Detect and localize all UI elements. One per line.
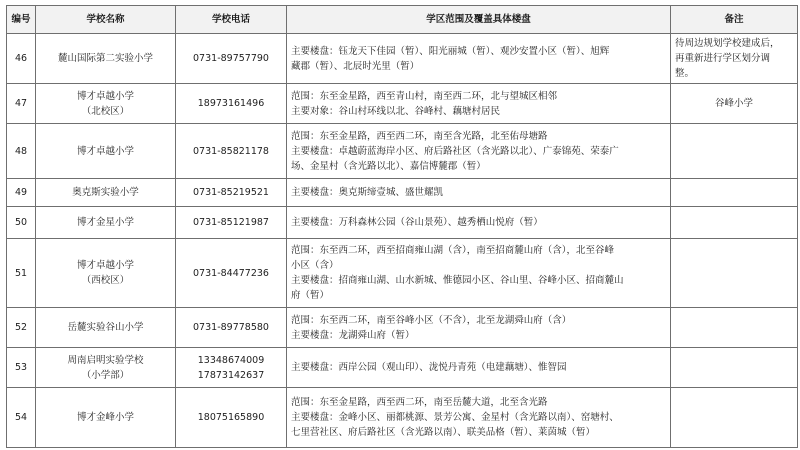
cell-school-name xyxy=(36,179,176,207)
cell-district-scope xyxy=(287,124,671,179)
school-name-line: 博才卓越小学 xyxy=(76,145,134,157)
table-row xyxy=(7,124,798,179)
header-school-name: 学校名称 xyxy=(36,6,176,34)
cell-number: 54 xyxy=(7,388,36,448)
phone-line: 0731-84477236 xyxy=(193,267,269,279)
table-row xyxy=(7,239,798,308)
cell-remarks xyxy=(671,388,798,448)
school-district-table xyxy=(6,5,798,448)
cell-remarks xyxy=(671,124,798,179)
cell-school-name xyxy=(36,34,176,84)
header-district-scope: 学区范围及覆盖具体楼盘 xyxy=(287,6,671,34)
table-row xyxy=(7,308,798,348)
cell-remarks xyxy=(671,207,798,239)
cell-number: 51 xyxy=(7,239,36,308)
phone-line: 17873142637 xyxy=(197,369,265,381)
cell-number: 47 xyxy=(7,84,36,124)
cell-remarks xyxy=(671,34,798,84)
scope-line: 范围：东至西二环，南至谷峰小区（不含），北至龙湖舜山府（含） xyxy=(291,314,572,326)
school-name-line: 奥克斯实验小学 xyxy=(72,187,139,198)
cell-school-name xyxy=(36,124,176,179)
table-row xyxy=(7,348,798,388)
school-name-line: 周南启明实验学校 xyxy=(67,354,144,366)
table-row xyxy=(7,84,798,124)
scope-line: 藏郡（暂）、北辰时光里（暂） xyxy=(291,60,420,72)
phone-line: 0731-89757790 xyxy=(193,53,269,64)
cell-number: 49 xyxy=(7,179,36,207)
header-school-phone: 学校电话 xyxy=(176,6,287,34)
scope-line: 府（暂） xyxy=(291,290,330,301)
cell-remarks xyxy=(671,84,798,124)
cell-district-scope xyxy=(287,179,671,207)
cell-school-name xyxy=(36,308,176,348)
cell-school-name xyxy=(36,388,176,448)
cell-school-phone xyxy=(176,388,287,448)
school-name-line: 麓山国际第二实验小学 xyxy=(57,53,153,64)
scope-line: 场、金星村（含光路以北）、嘉信博麓郡（暂） xyxy=(291,160,486,172)
phone-line: 13348674009 xyxy=(197,354,265,366)
phone-line: 0731-85121987 xyxy=(193,217,269,228)
school-name-line: 博才金星小学 xyxy=(76,217,134,228)
cell-remarks xyxy=(671,179,798,207)
cell-number: 46 xyxy=(7,34,36,84)
cell-district-scope xyxy=(287,348,671,388)
cell-district-scope xyxy=(287,207,671,239)
cell-school-phone xyxy=(176,179,287,207)
header-number: 编号 xyxy=(7,6,36,34)
table-body xyxy=(7,34,798,448)
remark-line: 整。 xyxy=(675,68,695,79)
cell-number: 48 xyxy=(7,124,36,179)
scope-line: 范围：东至金星路，西至青山村，南至西二环，北与望城区相邻 xyxy=(291,90,558,102)
phone-line: 0731-85219521 xyxy=(193,187,269,198)
table-header xyxy=(7,6,798,34)
table-row xyxy=(7,34,798,84)
cell-school-name xyxy=(36,348,176,388)
scope-line: 主要楼盘：万科森林公园（谷山景苑）、越秀栖山悦府（暂） xyxy=(291,217,543,228)
remark-line: 再重新进行学区划分调 xyxy=(675,53,771,64)
cell-number: 52 xyxy=(7,308,36,348)
cell-school-phone xyxy=(176,34,287,84)
cell-school-phone xyxy=(176,124,287,179)
school-name-line: 岳麓实验谷山小学 xyxy=(67,322,144,333)
cell-district-scope xyxy=(287,308,671,348)
phone-line: 18973161496 xyxy=(197,98,265,109)
scope-line: 主要楼盘：招商雍山湖、山水新城、惟德园小区、谷山里、谷峰小区、招商麓山 xyxy=(291,275,624,286)
cell-school-name xyxy=(36,239,176,308)
school-district-table-wrapper xyxy=(6,5,797,448)
remark-line: 谷峰小学 xyxy=(714,98,753,109)
cell-remarks xyxy=(671,308,798,348)
cell-number: 50 xyxy=(7,207,36,239)
phone-line: 0731-89778580 xyxy=(193,322,269,333)
table-row xyxy=(7,207,798,239)
cell-school-phone xyxy=(176,308,287,348)
school-name-line: （小学部） xyxy=(81,369,130,381)
scope-line: 小区（含） xyxy=(291,260,339,271)
scope-line: 七里营社区、府后路社区（含光路以南）、联美品格（暂）、莱茵城（暂） xyxy=(291,427,596,438)
cell-number: 53 xyxy=(7,348,36,388)
scope-line: 范围：东至金星路，西至西二环，南至含光路，北至佑母塘路 xyxy=(291,130,548,142)
scope-line: 主要楼盘：奥克斯缔壹城、盛世耀凯 xyxy=(291,187,444,198)
cell-school-name xyxy=(36,207,176,239)
scope-line: 主要楼盘：龙湖舜山府（暂） xyxy=(291,329,415,341)
scope-line: 主要楼盘：钰龙天下佳园（暂）、阳光丽城（暂）、观沙安置小区（暂）、旭辉 xyxy=(291,45,610,57)
school-name-line: 博才卓越小学 xyxy=(76,90,134,102)
cell-school-phone xyxy=(176,348,287,388)
table-row xyxy=(7,179,798,207)
scope-line: 范围：东至西二环，西至招商雍山湖（含），南至招商麓山府（含），北至谷峰 xyxy=(291,245,615,256)
cell-remarks xyxy=(671,239,798,308)
cell-remarks xyxy=(671,348,798,388)
remark-line: 待周边规划学校建成后， xyxy=(675,38,780,49)
phone-line: 0731-85821178 xyxy=(193,145,269,157)
scope-line: 主要楼盘：卓越蔚蓝海岸小区、府后路社区（含光路以北）、广泰锦苑、荣泰广 xyxy=(291,145,619,157)
cell-district-scope xyxy=(287,84,671,124)
scope-line: 主要楼盘：金峰小区、丽都桃源、景芳公寓、金星村（含光路以南）、窑塘村、 xyxy=(291,412,619,423)
table-row xyxy=(7,388,798,448)
phone-line: 18075165890 xyxy=(197,412,265,423)
cell-school-phone xyxy=(176,207,287,239)
cell-school-phone xyxy=(176,84,287,124)
header-row xyxy=(7,6,798,34)
cell-district-scope xyxy=(287,239,671,308)
scope-line: 主要楼盘：西岸公园（观山印）、泷悦丹青苑（电建藕塘）、惟智园 xyxy=(291,362,567,373)
cell-school-name xyxy=(36,84,176,124)
school-name-line: 博才卓越小学 xyxy=(76,260,134,271)
cell-school-phone xyxy=(176,239,287,308)
scope-line: 范围：东至金星路，西至西二环，南至岳麓大道，北至含光路 xyxy=(291,397,548,408)
school-name-line: （西校区） xyxy=(81,275,130,286)
school-name-line: （北校区） xyxy=(81,105,130,117)
header-remarks: 备注 xyxy=(671,6,798,34)
scope-line: 主要对象：谷山村环线以北、谷峰村、藕塘村居民 xyxy=(291,105,501,117)
cell-district-scope xyxy=(287,388,671,448)
cell-district-scope xyxy=(287,34,671,84)
school-name-line: 博才金峰小学 xyxy=(76,412,134,423)
